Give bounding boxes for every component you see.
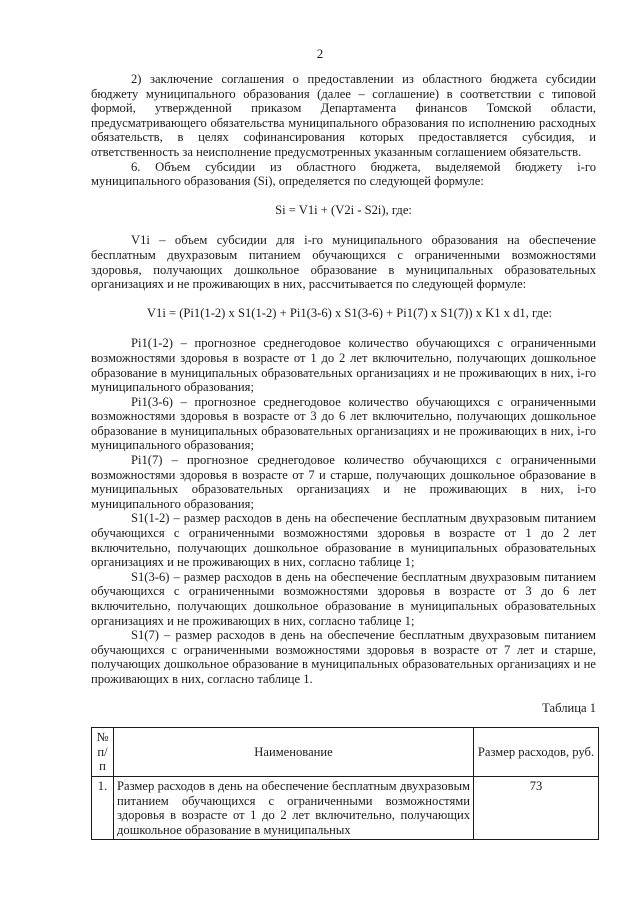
header-cost: Размер расходов, руб. (474, 728, 599, 777)
paragraph-agreement: 2) заключение соглашения о предоставлении из областного бюджета субсидии бюджету муниципального образования (далее – соглашение) в соответствии с типовой формой, утвержденной приказом Департамента финансов Томской области, предусматривающего обязательства муниципального образования по исполнению расходных обязательств, в целях софинансирования которых предоставляется субсидия, и ответственность за неисполнение предусмотренных указанным соглашением обязательств. (91, 72, 596, 159)
table-row (92, 776, 599, 839)
definition-pi1-3-6: Pi1(3-6) – прогнозное среднегодовое количество обучающихся с ограниченными возможностями здоровья в возрасте от 3 до 6 лет включительно, получающих дошкольное образование в муниципальных образовательных организациях и не проживающих в них, i-го муниципального образования; (91, 394, 596, 453)
formula-si: Si = V1i + (V2i - S2i), где: (275, 202, 412, 217)
definition-pi1-1-2: Pi1(1-2) – прогнозное среднегодовое количество обучающихся с ограниченными возможностями здоровья в возрасте от 1 до 2 лет включительно, получающих дошкольное образование в муниципальных образовательных организациях и не проживающих в них, i-го муниципального образования; (91, 336, 596, 395)
paragraph-v1i: V1i – объем субсидии для i-го муниципального образования на обеспечение бесплатным двухразовым питанием обучающихся с ограниченными возможностями здоровья, получающих дошкольное образование в муниципальных образовательных организациях и не проживающих в них, рассчитывается по следующей формуле: (91, 233, 596, 292)
row-name: Размер расходов в день на обеспечение бесплатным двухразовым питанием обучающихся с ограниченными возможностями здоровья в возрасте от 1 до 2 лет включительно, получающих дошкольное образование в муниципальных (114, 776, 474, 839)
formula-v1i: V1i = (Pi1(1-2) x S1(1-2) + Pi1(3-6) x S1(3-6) + Pi1(7) x S1(7)) x K1 x d1, где: (146, 305, 553, 320)
header-num: № п/п (92, 728, 114, 777)
expenses-table (91, 727, 599, 840)
definition-s1-1-2: S1(1-2) – размер расходов в день на обеспечение бесплатным двухразовым питанием обучающихся с ограниченными возможностями здоровья в возрасте от 1 до 2 лет включительно, получающих дошкольное образование в муниципальных образовательных организациях и не проживающих в них, согласно таблице 1; (91, 511, 596, 570)
row-cost: 73 (474, 776, 599, 839)
definition-pi1-7: Pi1(7) – прогнозное среднегодовое количество обучающихся с ограниченными возможностями здоровья в возрасте от 7 и старше, получающих дошкольное образование в муниципальных образовательных организациях и не проживающих в них, i-го муниципального образования; (91, 453, 596, 511)
header-name: Наименование (114, 728, 474, 777)
paragraph-subsidy-volume: 6. Объем субсидии из областного бюджета, выделяемой бюджету i-го муниципального образования (Si), определяется по следующей формуле: (91, 159, 596, 189)
page-number: 2 (316, 46, 324, 61)
table-caption: Таблица 1 (542, 700, 596, 715)
definition-s1-3-6: S1(3-6) – размер расходов в день на обеспечение бесплатным двухразовым питанием обучающихся с ограниченными возможностями здоровья в возрасте от 3 до 6 лет включительно, получающих дошкольное образование в муниципальных образовательных организациях и не проживающих в них, согласно таблице 1; (91, 569, 596, 628)
table-header-row (92, 728, 599, 777)
row-num: 1. (92, 776, 114, 839)
document-body (91, 72, 596, 840)
definition-s1-7: S1(7) – размер расходов в день на обеспечение бесплатным двухразовым питанием обучающихся с ограниченными возможностями здоровья в возрасте от 7 лет и старше, получающих дошкольное образование в муниципальных образовательных организациях и не проживающих в них, согласно таблице 1. (91, 628, 596, 686)
